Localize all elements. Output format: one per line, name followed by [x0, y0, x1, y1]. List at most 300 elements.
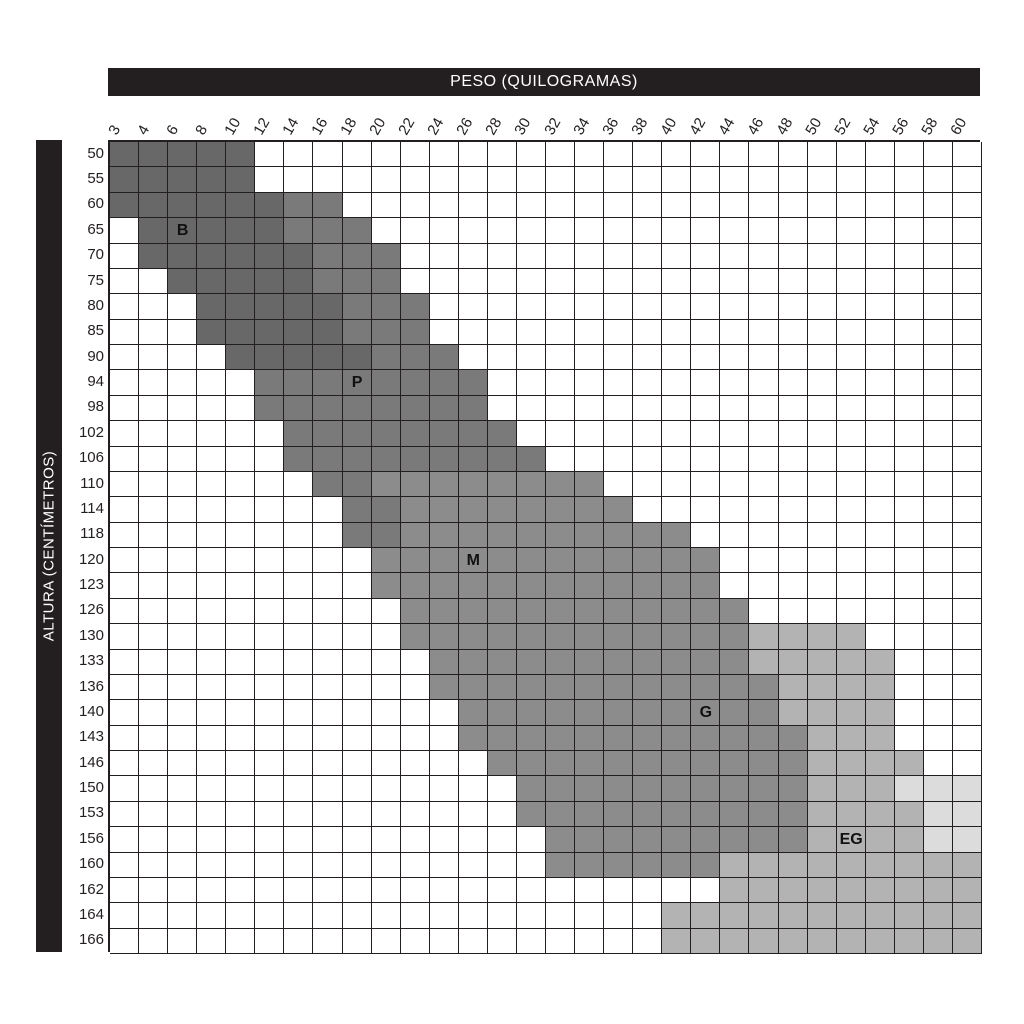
grid-cell: [691, 497, 720, 522]
grid-cell: [779, 472, 808, 497]
grid-cell: [546, 624, 575, 649]
grid-cell: [401, 218, 430, 243]
grid-cell: [517, 548, 546, 573]
grid-cell: [488, 370, 517, 395]
grid-cell: [488, 244, 517, 269]
grid-cell: [255, 573, 284, 598]
grid-cell: [401, 345, 430, 370]
grid-cell: [168, 903, 197, 928]
grid-cell: [430, 269, 459, 294]
grid-cell: [866, 903, 895, 928]
grid-cell: [110, 345, 139, 370]
grid-cell: [866, 726, 895, 751]
grid-cell: [546, 421, 575, 446]
grid-cell: [372, 294, 401, 319]
grid-cell: [837, 421, 866, 446]
grid-cell: [517, 218, 546, 243]
grid-cell: [575, 650, 604, 675]
grid-cell: [110, 802, 139, 827]
grid-cell: [895, 853, 924, 878]
grid-cell: [488, 218, 517, 243]
grid-cell: [343, 167, 372, 192]
grid-cell: [139, 269, 168, 294]
weight-tick-label: 14: [279, 115, 303, 138]
grid-cell: [895, 878, 924, 903]
grid-cell: [691, 548, 720, 573]
grid-cell: [255, 802, 284, 827]
grid-cell: [372, 548, 401, 573]
grid-cell: [575, 853, 604, 878]
grid-cell: [808, 726, 837, 751]
grid-cell: [895, 700, 924, 725]
grid-cell: [575, 370, 604, 395]
grid-cell: [197, 726, 226, 751]
grid-cell: [401, 802, 430, 827]
grid-cell: [459, 472, 488, 497]
grid-cell: [749, 193, 778, 218]
grid-cell: [226, 370, 255, 395]
grid-cell: [430, 523, 459, 548]
grid-cell: [779, 548, 808, 573]
grid-cell: [110, 447, 139, 472]
grid-cell: [837, 853, 866, 878]
height-tick-label: 55: [87, 170, 104, 188]
height-tick-label: 110: [80, 474, 104, 492]
grid-cell: [662, 853, 691, 878]
grid-cell: [139, 421, 168, 446]
grid-cell: [604, 548, 633, 573]
grid-cell: [226, 396, 255, 421]
weight-tick-labels: [104, 100, 980, 138]
grid-cell: [691, 675, 720, 700]
grid-cell: [401, 624, 430, 649]
grid-cell: [953, 650, 982, 675]
grid-cell: [604, 675, 633, 700]
grid-cell: [720, 548, 749, 573]
grid-cell: [633, 523, 662, 548]
grid-cell: [691, 878, 720, 903]
grid-cell: [895, 726, 924, 751]
grid-cell: [343, 244, 372, 269]
grid-cell: [633, 218, 662, 243]
grid-cell: [808, 320, 837, 345]
grid-cell: [226, 776, 255, 801]
grid-cell: [197, 802, 226, 827]
grid-cell: [749, 573, 778, 598]
grid-cell: [546, 929, 575, 954]
grid-cell: [895, 447, 924, 472]
grid-cell: [168, 142, 197, 167]
grid-cell: [662, 345, 691, 370]
grid-cell: [837, 624, 866, 649]
grid-cell: [430, 650, 459, 675]
grid-cell: [691, 624, 720, 649]
grid-cell: [459, 421, 488, 446]
height-tick-label: 50: [87, 144, 104, 162]
grid-cell: [662, 218, 691, 243]
grid-cell: [372, 903, 401, 928]
grid-cell: [343, 650, 372, 675]
grid-cell: [953, 269, 982, 294]
grid-cell: [924, 700, 953, 725]
grid-cell: [401, 294, 430, 319]
grid-cell: [866, 523, 895, 548]
grid-cell: [546, 218, 575, 243]
grid-cell: [837, 294, 866, 319]
grid-cell: [488, 269, 517, 294]
grid-cell: [139, 802, 168, 827]
grid-cell: [313, 218, 342, 243]
grid-cell: [168, 776, 197, 801]
grid-cell: [372, 675, 401, 700]
grid-cell: [924, 726, 953, 751]
grid-cell: [633, 142, 662, 167]
grid-cell: [226, 447, 255, 472]
grid-cell: [837, 320, 866, 345]
grid-cell: [837, 472, 866, 497]
grid-cell: [430, 218, 459, 243]
grid-cell: [720, 776, 749, 801]
height-tick-label: 114: [80, 499, 104, 517]
grid-cell: [401, 650, 430, 675]
grid-cell: [226, 294, 255, 319]
grid-cell: [604, 218, 633, 243]
weight-tick-label: 50: [802, 115, 826, 138]
grid-cell: [895, 167, 924, 192]
grid-cell: [372, 523, 401, 548]
grid-cell: [255, 396, 284, 421]
grid-cell: [168, 218, 197, 243]
grid-cell: [226, 726, 255, 751]
grid-cell: [372, 497, 401, 522]
grid-cell: [575, 345, 604, 370]
grid-cell: [924, 751, 953, 776]
grid-cell: [662, 370, 691, 395]
grid-cell: [197, 675, 226, 700]
grid-cell: [924, 853, 953, 878]
grid-cell: [488, 776, 517, 801]
grid-cell: [401, 244, 430, 269]
weight-axis-title: PESO (QUILOGRAMAS): [450, 73, 638, 90]
grid-cell: [488, 929, 517, 954]
grid-cell: [953, 675, 982, 700]
grid-cell: [401, 523, 430, 548]
grid-cell: [808, 294, 837, 319]
grid-cell: [866, 345, 895, 370]
grid-cell: [720, 903, 749, 928]
grid-cell: [953, 878, 982, 903]
grid-cell: [284, 523, 313, 548]
grid-cell: [517, 751, 546, 776]
grid-cell: [313, 827, 342, 852]
grid-cell: [691, 700, 720, 725]
grid-cell: [691, 269, 720, 294]
grid-cell: [255, 447, 284, 472]
grid-cell: [313, 624, 342, 649]
grid-cell: [691, 294, 720, 319]
grid-cell: [430, 472, 459, 497]
grid-cell: [343, 726, 372, 751]
grid-cell: [837, 218, 866, 243]
grid-cell: [168, 421, 197, 446]
weight-tick-label: 36: [598, 115, 622, 138]
grid-cell: [226, 903, 255, 928]
grid-cell: [255, 675, 284, 700]
grid-cell: [691, 447, 720, 472]
grid-cell: [924, 269, 953, 294]
grid-cell: [255, 929, 284, 954]
grid-cell: [808, 269, 837, 294]
grid-cell: [866, 624, 895, 649]
grid-cell: [430, 776, 459, 801]
grid-cell: [604, 726, 633, 751]
grid-cell: [430, 421, 459, 446]
grid-cell: [604, 650, 633, 675]
grid-cell: [895, 548, 924, 573]
grid-cell: [808, 776, 837, 801]
grid-cell: [575, 776, 604, 801]
grid-cell: [139, 599, 168, 624]
grid-cell: [168, 320, 197, 345]
grid-cell: [313, 675, 342, 700]
grid-cell: [401, 320, 430, 345]
grid-cell: [895, 294, 924, 319]
grid-cell: [168, 345, 197, 370]
grid-cell: [720, 523, 749, 548]
grid-cell: [313, 294, 342, 319]
grid-cell: [168, 827, 197, 852]
grid-cell: [284, 929, 313, 954]
grid-cell: [372, 599, 401, 624]
grid-cell: [953, 903, 982, 928]
grid-cell: [604, 320, 633, 345]
grid-cell: [284, 802, 313, 827]
grid-cell: [866, 167, 895, 192]
grid-cell: [255, 624, 284, 649]
grid-cell: [779, 903, 808, 928]
grid-cell: [575, 700, 604, 725]
grid-cell: [168, 599, 197, 624]
grid-cell: [779, 294, 808, 319]
grid-cell: [575, 903, 604, 928]
grid-cell: [575, 624, 604, 649]
grid-cell: [749, 726, 778, 751]
grid-cell: [866, 675, 895, 700]
grid-cell: [749, 802, 778, 827]
grid-cell: [139, 903, 168, 928]
grid-cell: [837, 523, 866, 548]
grid-cell: [808, 853, 837, 878]
height-tick-label: 65: [87, 220, 104, 238]
grid-cell: [546, 726, 575, 751]
grid-cell: [633, 929, 662, 954]
size-class-marker: M: [466, 551, 480, 569]
grid-cell: [255, 472, 284, 497]
grid-cell: [313, 193, 342, 218]
grid-cell: [662, 573, 691, 598]
grid-cell: [197, 929, 226, 954]
grid-cell: [430, 142, 459, 167]
grid-cell: [110, 624, 139, 649]
grid-cell: [255, 523, 284, 548]
grid-cell: [517, 497, 546, 522]
grid-cell: [517, 370, 546, 395]
grid-cell: [197, 776, 226, 801]
grid-cell: [517, 726, 546, 751]
grid-cell: [575, 802, 604, 827]
weight-axis-header: [108, 68, 980, 96]
grid-cell: [575, 244, 604, 269]
grid-cell: [197, 421, 226, 446]
grid-cell: [343, 345, 372, 370]
grid-cell: [924, 650, 953, 675]
grid-cell: [313, 396, 342, 421]
grid-cell: [255, 776, 284, 801]
grid-cell: [488, 421, 517, 446]
grid-cell: [401, 573, 430, 598]
grid-cell: [313, 497, 342, 522]
grid-cell: [517, 929, 546, 954]
grid-cell: [139, 396, 168, 421]
grid-cell: [313, 650, 342, 675]
grid-cell: [546, 320, 575, 345]
grid-cell: [633, 548, 662, 573]
grid-cell: [691, 726, 720, 751]
grid-cell: [488, 751, 517, 776]
grid-cell: [197, 167, 226, 192]
grid-cell: [546, 573, 575, 598]
grid-cell: [604, 878, 633, 903]
grid-cell: [779, 269, 808, 294]
grid-cell: [895, 776, 924, 801]
grid-cell: [808, 700, 837, 725]
grid-cell: [110, 497, 139, 522]
grid-cell: [546, 903, 575, 928]
grid-cell: [720, 599, 749, 624]
grid-cell: [488, 167, 517, 192]
grid-cell: [749, 142, 778, 167]
grid-cell: [488, 294, 517, 319]
grid-cell: [691, 802, 720, 827]
grid-cell: [139, 573, 168, 598]
grid-cell: [197, 497, 226, 522]
height-tick-label: 118: [80, 525, 104, 543]
grid-cell: [749, 878, 778, 903]
grid-cell: [633, 472, 662, 497]
grid-cell: [401, 853, 430, 878]
grid-cell: [343, 624, 372, 649]
grid-cell: [720, 827, 749, 852]
grid-cell: [749, 624, 778, 649]
grid-cell: [691, 599, 720, 624]
grid-cell: [720, 878, 749, 903]
grid-cell: [226, 573, 255, 598]
grid-cell: [401, 472, 430, 497]
grid-cell: [343, 903, 372, 928]
grid-cell: [139, 447, 168, 472]
grid-cell: [284, 167, 313, 192]
grid-cell: [459, 523, 488, 548]
grid-cell: [110, 370, 139, 395]
grid-cell: [662, 193, 691, 218]
grid-cell: [139, 218, 168, 243]
grid-cell: [110, 903, 139, 928]
grid-cell: [604, 244, 633, 269]
grid-cell: [749, 497, 778, 522]
grid-cell: [691, 573, 720, 598]
grid-cell: [604, 929, 633, 954]
grid-cell: [720, 167, 749, 192]
grid-cell: [604, 599, 633, 624]
grid-cell: [343, 142, 372, 167]
grid-cell: [168, 370, 197, 395]
grid-cell: [575, 142, 604, 167]
grid-cell: [633, 396, 662, 421]
grid-cell: [837, 193, 866, 218]
grid-cell: [401, 269, 430, 294]
grid-cell: [343, 396, 372, 421]
grid-cell: [779, 320, 808, 345]
grid-cell: [808, 599, 837, 624]
grid-cell: [662, 700, 691, 725]
grid-cell: [604, 421, 633, 446]
grid-cell: [197, 548, 226, 573]
grid-cell: [517, 345, 546, 370]
grid-cell: [401, 370, 430, 395]
grid-cell: [110, 472, 139, 497]
grid-cell: [779, 878, 808, 903]
grid-cell: [633, 903, 662, 928]
grid-cell: [808, 472, 837, 497]
height-tick-label: 160: [78, 855, 104, 873]
grid-cell: [575, 472, 604, 497]
grid-cell: [924, 929, 953, 954]
grid-cell: [953, 827, 982, 852]
weight-tick-label: 34: [569, 115, 593, 138]
grid-cell: [866, 802, 895, 827]
grid-cell: [720, 726, 749, 751]
grid-cell: [401, 700, 430, 725]
grid-cell: [372, 447, 401, 472]
grid-cell: [604, 396, 633, 421]
grid-cell: [837, 929, 866, 954]
grid-cell: [749, 472, 778, 497]
grid-cell: [779, 802, 808, 827]
grid-cell: [866, 269, 895, 294]
grid-cell: [430, 929, 459, 954]
grid-cell: [691, 929, 720, 954]
grid-cell: [517, 523, 546, 548]
grid-cell: [459, 802, 488, 827]
grid-cell: [372, 624, 401, 649]
grid-cell: [779, 650, 808, 675]
grid-cell: [546, 776, 575, 801]
weight-tick-label: 10: [221, 115, 245, 138]
grid-cell: [924, 624, 953, 649]
grid-cell: [749, 320, 778, 345]
grid-cell: [953, 472, 982, 497]
grid-cell: [197, 599, 226, 624]
grid-cell: [866, 853, 895, 878]
grid-cell: [226, 167, 255, 192]
grid-cell: [313, 599, 342, 624]
grid-cell: [226, 472, 255, 497]
weight-tick-label: 38: [627, 115, 652, 138]
grid-cell: [924, 878, 953, 903]
grid-cell: [749, 548, 778, 573]
grid-cell: [808, 751, 837, 776]
grid-cell: [953, 751, 982, 776]
